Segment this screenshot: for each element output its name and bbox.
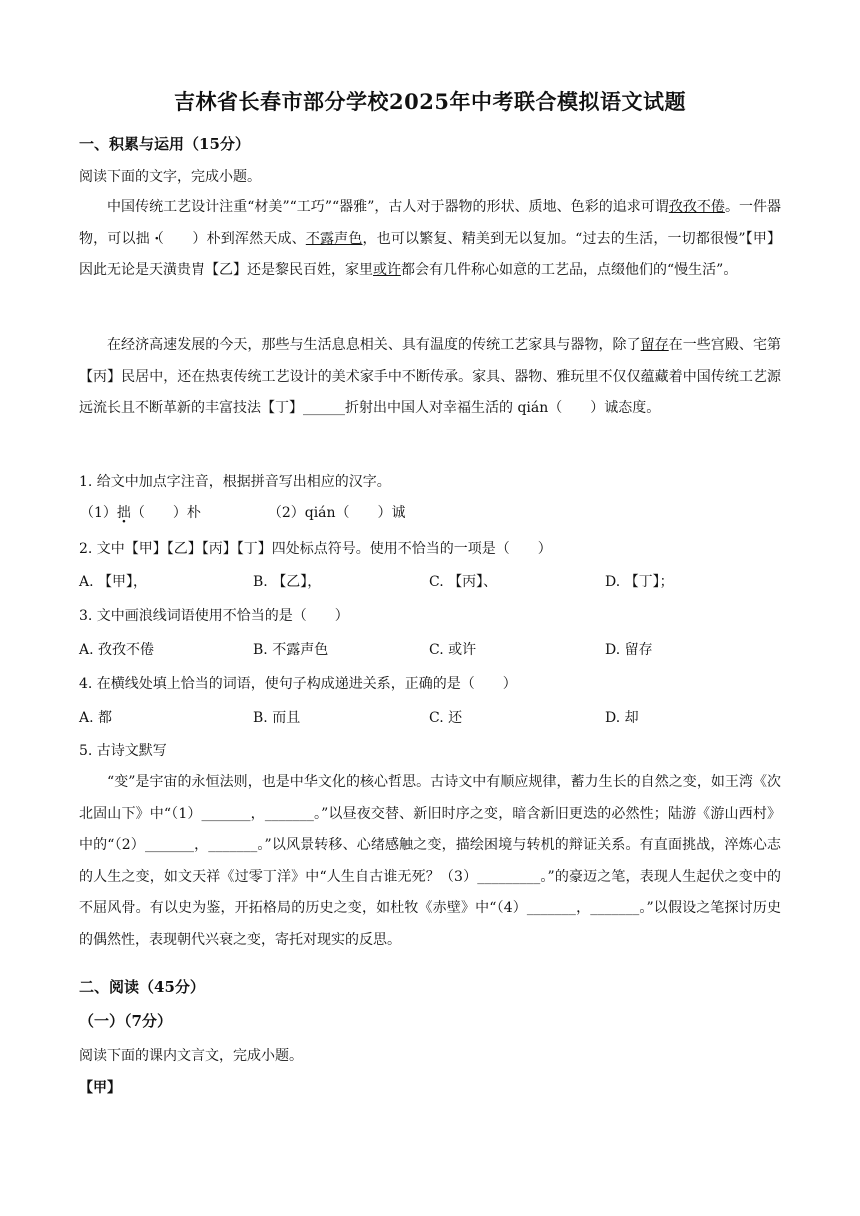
option-a[interactable]: A. 都 bbox=[79, 710, 113, 726]
question-4-options bbox=[79, 707, 781, 727]
option-c[interactable]: C. 或许 bbox=[429, 642, 477, 658]
question-5-stem: 5. 古诗文默写 bbox=[79, 743, 167, 759]
option-c[interactable]: C. 还 bbox=[429, 710, 463, 726]
passage-paragraph-2: 在经济高速发展的今天，那些与生活息息相关、具有温度的传统工艺家具与器物，除了留存在一些宫殿、宅第【丙】民居中，还在热衷传统工艺设计的美术家手中不断传承。家具、器物、雅玩里不仅仅蕴藏着中国传统工艺源远流长且不断革新的丰富技法【丁】______折射出中国人对幸福生活的 qián（ ）诚态度。 bbox=[79, 337, 782, 416]
passage-paragraph-1: 中国传统工艺设计注重“材美”“工巧”“器雅”，古人对于器物的形状、质地、色彩的追求可谓孜孜不倦。一件器物，可以拙 ·（ ）朴到浑然天成、不露声色，也可以繁复、精美到无以复加。“过去的生活，一切都很慢”【甲】因此无论是天潢贵胄【乙】还是黎民百姓，家里或许都会有几件称心如意的工艺品，点缀他们的“慢生活”。 bbox=[79, 192, 781, 287]
question-3-stem: 3. 文中画浪线词语使用不恰当的是（ ） bbox=[79, 608, 349, 624]
question-5-text: “变”是宇宙的永恒法则，也是中华文化的核心哲思。古诗文中有顺应规律，蓄力生长的自然之变，如王湾《次北固山下》中“（1）_______，_______。”以昼夜交替、新旧时序之变，暗含新旧更迭的必然性；陆游《游山西村》中的“（2）_______，_______。”以风景转移、心绪感触之变，描绘困境与转机的辩证关系。有直面挑战，淬炼心志的人生之变，如文天祥《过零丁洋》中“人生自古谁无死？（3）_________。”的豪迈之笔，表现人生起伏之变中的不屈风骨。有以史为鉴，开拓格局的历史之变，如杜牧《赤壁》中“（4）_______，_______。”以假设之笔探讨历史的偶然性，表现朝代兴衰之变，寄托对现实的反思。 bbox=[79, 774, 781, 948]
underlined-word-3: 或许 bbox=[373, 262, 401, 278]
option-c[interactable]: C. 【丙】、 bbox=[429, 574, 498, 590]
underlined-word-1: 孜孜不倦 bbox=[668, 199, 725, 215]
section2-instruction: 阅读下面的课内文言文，完成小题。 bbox=[79, 1048, 303, 1064]
text-label-jia: 【甲】 bbox=[79, 1080, 121, 1096]
section2-heading: 二、阅读（45分） bbox=[79, 978, 205, 996]
question-2-options bbox=[79, 571, 781, 591]
section2-subheading: （一）（7分） bbox=[79, 1012, 172, 1030]
question-4-stem: 4. 在横线处填上恰当的词语，使句子构成递进关系，正确的是（ ） bbox=[79, 676, 517, 692]
option-d[interactable]: D. 【丁】； bbox=[605, 574, 674, 590]
option-d[interactable]: D. 却 bbox=[605, 710, 639, 726]
page-title: 吉林省长春市部分学校2025年中考联合模拟语文试题 bbox=[174, 89, 686, 114]
option-a[interactable]: A. 孜孜不倦 bbox=[79, 642, 155, 658]
option-b[interactable]: B. 【乙】， bbox=[253, 574, 322, 590]
underlined-word-2: 不露声色 bbox=[305, 230, 363, 247]
option-d[interactable]: D. 留存 bbox=[605, 642, 653, 658]
underlined-word-4: 留存 bbox=[640, 337, 669, 353]
option-b[interactable]: B. 而且 bbox=[253, 710, 301, 726]
question-1-parts: （1）拙（ ）朴 （2）qián（ ）诚 bbox=[80, 505, 406, 521]
question-1-stem: 1. 给文中加点字注音，根据拼音写出相应的汉字。 bbox=[79, 474, 391, 490]
question-2-stem: 2. 文中【甲】【乙】【丙】【丁】四处标点符号。使用不恰当的一项是（ ） bbox=[79, 541, 552, 557]
question-3-options bbox=[79, 639, 781, 659]
section1-heading: 一、积累与运用（15分） bbox=[79, 135, 250, 153]
dotted-char: 拙 · bbox=[136, 231, 150, 247]
section1-instruction: 阅读下面的文字，完成小题。 bbox=[79, 169, 261, 185]
option-a[interactable]: A. 【甲】， bbox=[79, 574, 148, 590]
option-b[interactable]: B. 不露声色 bbox=[253, 642, 329, 658]
